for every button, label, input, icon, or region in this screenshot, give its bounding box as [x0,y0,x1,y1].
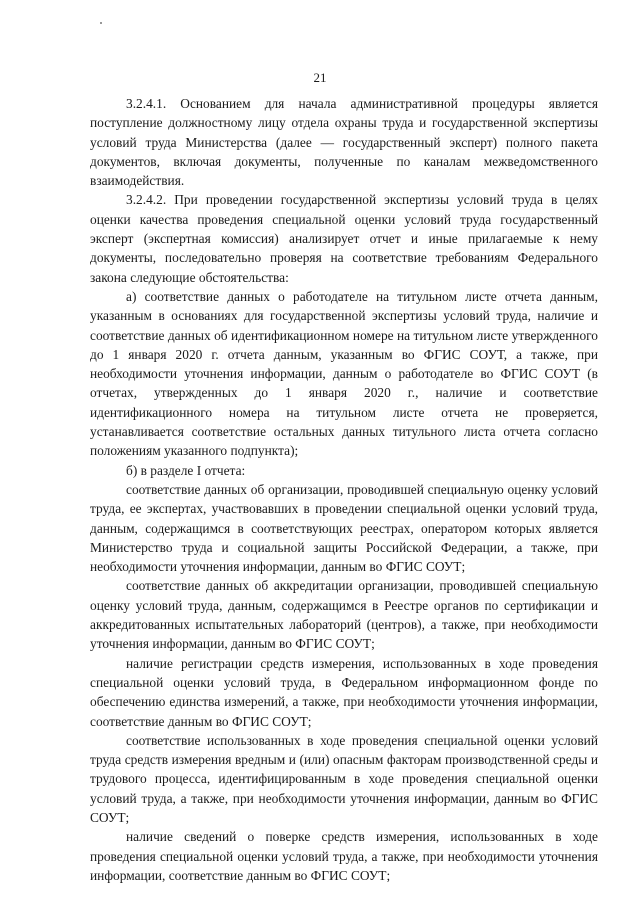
clause-measuring-verification: наличие сведений о поверке средств измерения, использованных в ходе проведения специальной оценки условий труда, а также, при необходимости уточнения информации, соответствие данным во ФГИС СОУТ; [90,829,598,883]
subparagraph-b-heading: б) в разделе I отчета: [126,462,246,478]
page-number: 21 [313,70,327,85]
clause-organization-data: соответствие данных об организации, проводившей специальную оценку условий труда, ее экспертах, участвовавших в проведении специальной оценки условий труда, данным, содержащимся в соответствующих реестрах, оператором которых является Министерство труда и социальной защиты Российской Федерации, а также, при необходимости уточнения информации, данным во ФГИС СОУТ; [90,481,598,575]
clause-measuring-compliance: соответствие использованных в ходе проведения специальной оценки условий труда средств измерения вредным и (или) опасным факторам производственной среды и трудового процесса, идентифицированным в ходе проведения специальной оценки условий труда, а также, при необходимости уточнения информации, данным во ФГИС СОУТ; [90,732,598,825]
paragraph-3-2-4-2: 3.2.4.2. При проведении государственной экспертизы условий труда в целях оценки качества проведения специальной оценки условий труда государственный эксперт (экспертная комиссия) анализирует отчет и иные прилагаемые к нему документы, последовательно проверяя на соответствие требованиям Федерального закона следующие обстоятельства: [90,192,598,285]
clause-accreditation-data: соответствие данных об аккредитации организации, проводившей специальную оценку условий труда, данным, содержащимся в Реестре органов по сертификации и аккредитованных испытательных лабораторий (центров), а также, при необходимости уточнения информации, данным во ФГИС СОУТ; [90,578,598,652]
document-body [90,94,598,885]
subparagraph-a: а) соответствие данных о работодателе на титульном листе отчета данным, указанным в основаниях для государственной экспертизы условий труда, наличие и соответствие данных об идентификационном номере на титульном листе утвержденного до 1 января 2020 г. отчета данным, указанным во ФГИС СОУТ, а также, при необходимости уточнения информации, данным о работодателе во ФГИС СОУТ (в отчетах, утвержденных до 1 января 2020 г., наличие и соответствие идентификационного номера на титульном листе отчета не проверяется, устанавливается соответствие остальных данных титульного листа отчета согласно положениям указанного подпункта); [90,288,598,459]
paragraph-3-2-4-1: 3.2.4.1. Основанием для начала административной процедуры является поступление должностному лицу отдела охраны труда и государственной экспертизы условий труда Министерства (далее — государственный эксперт) полного пакета документов, включая документы, полученные по каналам межведомственного взаимодействия. [90,96,598,189]
scan-speck [100,22,102,24]
clause-measuring-registration: наличие регистрации средств измерения, использованных в ходе проведения специальной оценки условий труда, в Федеральном информационном фонде по обеспечению единства измерений, а также, при необходимости уточнения информации, соответствие данным во ФГИС СОУТ; [90,655,598,729]
